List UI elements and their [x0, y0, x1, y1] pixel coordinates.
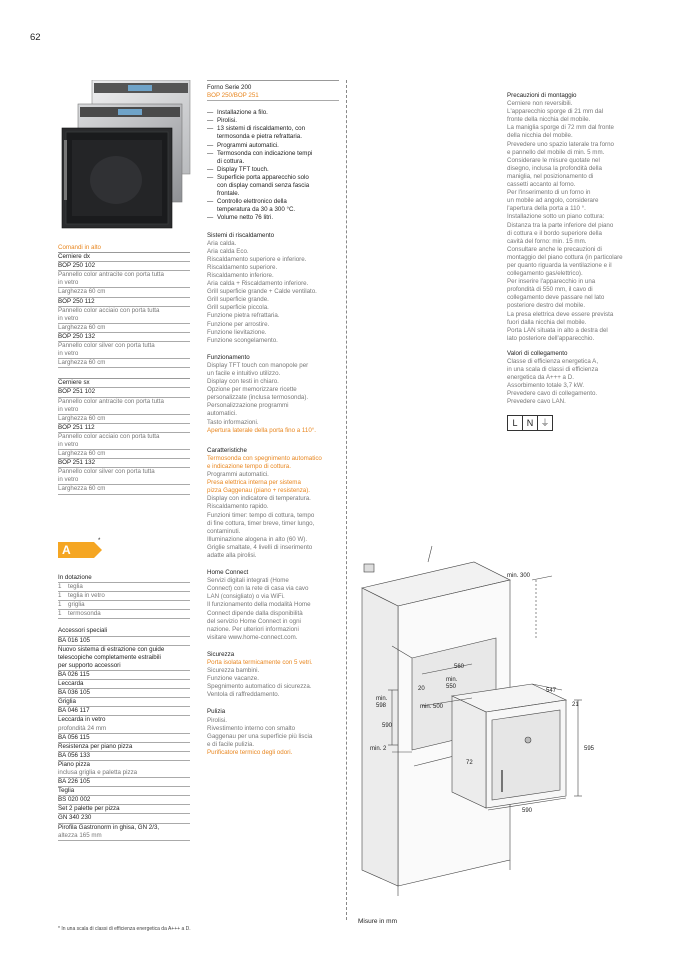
dim-min300: min. 300	[507, 573, 531, 579]
energy-label	[58, 538, 106, 563]
riscaldamento-item: Aria calda + Riscaldamento inferiore.	[207, 280, 309, 288]
pulizia-item: Pirolisi.	[207, 716, 227, 724]
product-width: Larghezza 60 cm	[58, 485, 190, 494]
pulizia-item: e di facile pulizia.	[207, 740, 255, 748]
riscaldamento-list	[207, 240, 339, 345]
cerniere-dx-item	[58, 262, 190, 297]
precauzioni-item: profondità di 550 mm, il cavo di	[507, 286, 593, 294]
accessory-name: Nuovo sistema di estrazione con guide	[58, 645, 165, 653]
dim-21: 21	[572, 702, 579, 708]
home-connect-heading: Home Connect	[207, 569, 249, 577]
product-width: Larghezza 60 cm	[58, 359, 190, 368]
caratteristiche-item: Display con indicatore di temperatura.	[207, 495, 311, 503]
accessory-name: Set 2 palette per pizza	[58, 805, 190, 814]
riscaldamento-item: Grill superficie grande.	[207, 296, 269, 304]
home-connect-item: LAN (consigliato) o via WiFi.	[207, 593, 285, 601]
funzionamento-item: un facile e intuitivo utilizzo.	[207, 370, 281, 377]
qty: 1	[58, 592, 62, 600]
oven-side	[452, 696, 486, 808]
sicurezza-item: Sicurezza bambini.	[207, 667, 260, 675]
caratteristiche-item: Funzioni timer: tempo di cottura, tempo	[207, 511, 315, 519]
dim-72: 72	[466, 760, 473, 766]
precauzioni-item: L'apparecchio sporge di 21 mm dal	[507, 108, 604, 116]
product-width: Larghezza 60 cm	[58, 324, 190, 333]
sicurezza-list	[207, 667, 339, 699]
cerniere-sx-item	[58, 388, 190, 423]
home-connect-item: del servizio Home Connect in ogni	[207, 617, 301, 625]
dim-min500: min. 500	[420, 704, 444, 710]
sicurezza-heading: Sicurezza	[207, 650, 235, 658]
dim-min2: min. 2	[370, 746, 387, 752]
caratteristiche-item: di fine cottura, timer breve, timer lungo,	[207, 519, 315, 527]
product-width: Larghezza 60 cm	[58, 450, 190, 459]
installation-drawing	[352, 540, 652, 920]
cerniere-dx-heading: Cerniere dx	[58, 252, 190, 262]
collegamento-item: in una scala di classi di efficienza	[507, 366, 599, 374]
accessory-name: Leccarda in vetro	[58, 716, 106, 724]
home-connect-item: Servizi digitali integrati (Home	[207, 577, 289, 585]
product-code: BOP 250 132	[58, 333, 190, 342]
feature-item: — 13 sistemi di riscaldamento, con	[207, 125, 339, 133]
precauzioni-item: un mobile ad angolo, considerare	[507, 197, 599, 205]
left-column	[58, 244, 190, 495]
qty: 1	[58, 583, 62, 591]
precauzioni-item: Distanza tra la parte inferiore del piano	[507, 221, 614, 229]
precauzioni-item: posteriore destro del mobile.	[507, 302, 586, 310]
dim-560: 560	[454, 664, 465, 670]
funzionamento-item: Opzione per memorizzare ricette	[207, 386, 297, 394]
precauzioni-item: e pannello del mobile di min. 5 mm.	[507, 148, 605, 156]
riscaldamento-item: Riscaldamento superiore.	[207, 263, 278, 271]
sicurezza-highlight: Porta isolata termicamente con 5 vetri.	[207, 659, 313, 666]
cabinet-side	[362, 588, 398, 886]
ground-icon: ⏚	[538, 415, 553, 431]
collegamento-heading: Valori di collegamento	[507, 349, 568, 357]
precauzioni-item: della nicchia del mobile.	[507, 132, 573, 140]
comandi-label: Comandi in alto	[58, 244, 101, 251]
feature-item: con display comandi senza fascia	[217, 182, 310, 190]
pulizia-list	[207, 717, 339, 749]
product-desc: in vetro	[58, 406, 190, 415]
feature-item: — Pirolisi.	[207, 117, 339, 125]
product-desc: in vetro	[58, 476, 190, 485]
caratteristiche-item: Riscaldamento rapido.	[207, 503, 269, 511]
riscaldamento-item: Grill superficie grande + Calde ventilato.	[207, 288, 317, 296]
home-connect-item: Connect dipende dalla disponibilità	[207, 609, 303, 617]
collegamento-item: Classe di efficienza energetica A,	[507, 358, 599, 365]
funzionamento-highlight: Apertura laterale della porta fino a 110°.	[207, 426, 316, 434]
collegamento-item: energetica da A+++ a D.	[507, 374, 574, 382]
collegamento-item: Prevedere cavo LAN.	[507, 398, 566, 406]
dotazione-section	[58, 574, 190, 841]
accessory-code: BA 036 105	[58, 689, 190, 698]
accessory-name: Griglia	[58, 698, 190, 707]
funzionamento-heading: Funzionamento	[207, 353, 250, 361]
sicurezza-item: Spegnimento automatico di sicurezza.	[207, 683, 312, 691]
pulizia-item: Gaggenau per una superficie più liscia	[207, 732, 313, 740]
home-connect-item: Connect) con la rete di casa via cavo	[207, 585, 309, 593]
product-code: BOP 250 102	[58, 262, 190, 271]
product-desc: Pannello color antracite con porta tutta	[58, 271, 164, 279]
accessory-code: GN 340 230	[58, 814, 190, 823]
precauzioni-list	[507, 100, 647, 343]
cerniere-dx-item	[58, 298, 190, 333]
product-desc: Pannello color antracite con porta tutta	[58, 397, 164, 405]
qty: 1	[58, 610, 62, 618]
qty: 1	[58, 601, 62, 609]
energy-class: A	[62, 543, 71, 557]
product-desc: Pannello color acciaio con porta tutta	[58, 306, 160, 314]
pulizia-item: Rivestimento interno con smalto	[207, 724, 296, 732]
caratteristiche-item: adatte alla pirolisi.	[207, 551, 257, 559]
riscaldamento-item: Aria calda.	[207, 239, 237, 247]
feature-item: temperatura da 30 a 300 °C.	[217, 206, 296, 214]
precauzioni-item: Prevedere uno spazio laterale tra forno	[507, 140, 614, 148]
dim-590b: 590	[522, 808, 533, 814]
feature-item: — Volume netto 76 litri.	[207, 214, 339, 222]
dim-547: 547	[546, 688, 557, 694]
riscaldamento-heading: Sistemi di riscaldamento	[207, 231, 275, 239]
drawing-caption: Misure in mm	[358, 918, 398, 925]
cerniere-dx-item	[58, 333, 190, 368]
accessory-code: BA 026 115	[58, 671, 190, 680]
accessory-name: Leccarda	[58, 680, 190, 689]
middle-column	[207, 80, 339, 757]
home-connect-item: visitare www.home-connect.com.	[207, 633, 298, 641]
feature-item: — Display TFT touch.	[207, 166, 339, 174]
dim-590a: 590	[382, 723, 393, 729]
riscaldamento-item: Riscaldamento superiore e inferiore.	[207, 255, 307, 263]
item-name: griglia	[68, 601, 85, 609]
series-title: Forno Serie 200	[207, 84, 252, 91]
precauzioni-item: lato posteriore dell'apparecchio.	[507, 334, 595, 342]
cerniere-sx-heading: Cerniere sx	[58, 378, 190, 388]
accessory-note: inclusa griglia e paletta pizza	[58, 769, 190, 778]
accessory-name: telescopiche completamente estraibili	[58, 653, 161, 661]
caratteristiche-highlight: Presa elettrica interna per sistema	[207, 479, 301, 487]
series-models: BOP 250/BOP 251	[207, 92, 339, 101]
caratteristiche-item: Griglie smaltate, 4 livelli di inserimento	[207, 543, 313, 551]
precauzioni-item: maniglia, nel posizionamento di	[507, 172, 594, 180]
precauzioni-item: per quanto riguarda la ventilazione e il	[507, 261, 612, 269]
dotazione-item	[58, 601, 190, 610]
precauzioni-item: La presa elettrica deve essere prevista	[507, 310, 614, 318]
symbol-n: N	[523, 415, 538, 431]
caratteristiche-highlight: pizza Gaggenau (piano + resistenza).	[207, 487, 311, 495]
dotazione-heading: In dotazione	[58, 574, 190, 583]
product-desc: Pannello color silver con porta tutta	[58, 468, 155, 476]
feature-item: — Controllo elettronico della	[207, 198, 339, 206]
precauzioni-item: collegamento deve passare nel lato	[507, 294, 605, 302]
accessory-name: Pirofila Gastronorm in ghisa, GN 2/3,	[58, 823, 160, 831]
footnote: * In una scala di classi di efficienza energetica da A+++ a D.	[58, 926, 191, 932]
accessory-code: BA 046 117	[58, 707, 190, 716]
home-connect-item: nazione. Per ulteriori informazioni	[207, 625, 299, 633]
dim-595: 595	[584, 746, 595, 752]
sicurezza-item: Funzione vacanze.	[207, 675, 259, 683]
riscaldamento-item: Funzione pietra refrattaria.	[207, 312, 280, 320]
precauzioni-item: Consultare anche le precauzioni di	[507, 245, 602, 253]
product-desc: in vetro	[58, 441, 190, 450]
cerniere-sx-item	[58, 424, 190, 459]
product-code: BOP 251 102	[58, 388, 190, 397]
riscaldamento-item: Funzione per arrostire.	[207, 320, 270, 328]
funzionamento-item: Display con testi in chiaro.	[207, 378, 279, 386]
oven-images	[58, 80, 198, 230]
funzionamento-list	[207, 362, 339, 427]
cerniere-sx-item	[58, 459, 190, 494]
collegamento-item: Prevedere cavo di collegamento.	[507, 390, 598, 398]
precauzioni-item: Installazione sotto un piano cottura:	[507, 213, 605, 221]
funzionamento-item: Tasto informazioni.	[207, 418, 259, 426]
energy-star: *	[98, 538, 101, 544]
caratteristiche-highlight: e indicazione tempo di cottura.	[207, 462, 291, 470]
features-list	[207, 109, 339, 222]
item-name: termosonda	[68, 610, 101, 618]
funzionamento-item: personalizzate (inclusa termosonda).	[207, 394, 309, 402]
feature-item: — Installazione a filo.	[207, 109, 339, 117]
connection-symbols	[507, 415, 647, 431]
caratteristiche-highlight: Termosonda con spegnimento automatico	[207, 454, 322, 462]
collegamento-item: Assorbimento totale 3,7 kW.	[507, 382, 585, 390]
dim-min550: min. 550	[446, 677, 458, 690]
precauzioni-item: Porta LAN situata in alto a destra del	[507, 326, 608, 334]
accessory-note: profondità 24 mm	[58, 725, 190, 734]
precauzioni-item: disegno, inclusa la profondità della	[507, 164, 602, 172]
home-connect-item: Il funzionamento della modalità Home	[207, 601, 311, 609]
riscaldamento-item: Funzione lievitazione.	[207, 328, 267, 336]
feature-item: — Superficie porta apparecchio solo	[207, 174, 339, 182]
accessory-name: Teglia	[58, 787, 190, 796]
accessory-code: BA 056 133	[58, 752, 190, 761]
caratteristiche-heading: Caratteristiche	[207, 446, 247, 454]
product-desc: Pannello color acciaio con porta tutta	[58, 432, 160, 440]
accessory-name: Piano pizza	[58, 760, 90, 768]
caratteristiche-item: Illuminazione alogena in alto (60 W).	[207, 535, 308, 543]
accessory-name: per supporto accessori	[58, 662, 190, 671]
dotazione-item	[58, 583, 190, 592]
caratteristiche-list	[207, 495, 339, 560]
page-number: 62	[30, 32, 41, 43]
home-connect-list	[207, 577, 339, 642]
precauzioni-item: La maniglia sporge di 72 mm dal fronte	[507, 124, 614, 132]
accessory-note: altezza 165 mm	[58, 832, 190, 841]
item-name: teglia	[68, 583, 83, 591]
feature-item: di cottura.	[217, 157, 245, 165]
feature-item: termosonda e pietra refrattaria.	[217, 133, 302, 141]
precauzioni-item: di cottura e il bordo superiore della	[507, 229, 602, 237]
precauzioni-item: Per l'inserimento di un forno in	[507, 189, 591, 197]
precauzioni-item: montaggio del piano cottura (in particolare	[507, 253, 623, 261]
riscaldamento-item: Grill superficie piccola.	[207, 304, 269, 312]
symbol-l: L	[507, 415, 523, 431]
product-width: Larghezza 60 cm	[58, 415, 190, 424]
riscaldamento-item: Funzione scongelamento.	[207, 336, 278, 344]
precauzioni-heading: Precauzioni di montaggio	[507, 92, 577, 99]
product-code: BOP 250 112	[58, 298, 190, 307]
feature-item: frontale.	[217, 190, 240, 198]
pulizia-heading: Pulizia	[207, 708, 226, 716]
precauzioni-item: Considerare le misure quotate nel	[507, 156, 600, 164]
product-desc: in vetro	[58, 279, 190, 288]
product-desc: Pannello color silver con porta tutta	[58, 342, 155, 350]
feature-item: — Programmi automatici.	[207, 142, 339, 150]
riscaldamento-item: Riscaldamento inferiore.	[207, 271, 274, 279]
precauzioni-item: cavità del forno: min. 15 mm.	[507, 237, 587, 245]
column-divider	[346, 80, 347, 920]
feature-item: — Termosonda con indicazione tempi	[207, 150, 339, 158]
item-name: teglia in vetro	[68, 592, 105, 600]
product-code: BOP 251 132	[58, 459, 190, 468]
accessory-code: BA 056 115	[58, 734, 190, 743]
dotazione-item	[58, 610, 190, 619]
accessori-heading: Accessori speciali	[58, 627, 190, 636]
right-column	[507, 92, 647, 431]
caratteristiche-line: Programmi automatici.	[207, 471, 269, 479]
accessory-code: BA 016 105	[58, 637, 190, 646]
product-desc: in vetro	[58, 350, 190, 359]
caratteristiche-item: contaminuti.	[207, 527, 241, 535]
collegamento-list	[507, 358, 647, 407]
funzionamento-item: automatici.	[207, 410, 237, 418]
funzionamento-item: Display TFT touch con manopole per	[207, 361, 309, 369]
product-desc: in vetro	[58, 315, 190, 324]
dim-20: 20	[418, 686, 425, 692]
precauzioni-item: collegamento gas/elettrico).	[507, 270, 583, 278]
sicurezza-item: Ventola di raffreddamento.	[207, 691, 280, 699]
funzionamento-item: Personalizzazione programmi	[207, 402, 289, 410]
riscaldamento-item: Aria calda Eco.	[207, 247, 249, 255]
precauzioni-item: cassetti accanto al forno.	[507, 181, 576, 189]
dotazione-item	[58, 592, 190, 601]
precauzioni-item: Per inserire l'apparecchio in una	[507, 278, 596, 286]
product-code: BOP 251 112	[58, 424, 190, 433]
accessory-code: BA 226 105	[58, 778, 190, 787]
precauzioni-item: fuori dalla nicchia del mobile.	[507, 318, 587, 326]
accessory-name: Resistenza per piano pizza	[58, 743, 190, 752]
precauzioni-item: l'apertura della porta a 110 °.	[507, 205, 586, 213]
pulizia-highlight: Purificatore termico degli odori.	[207, 748, 293, 756]
precauzioni-item: Cerniere non reversibili.	[507, 100, 573, 108]
dim-min598: min. 598	[376, 696, 388, 709]
precauzioni-item: fronte della nicchia del mobile.	[507, 116, 591, 124]
product-width: Larghezza 60 cm	[58, 288, 190, 297]
accessory-code: BS 020 002	[58, 796, 190, 805]
